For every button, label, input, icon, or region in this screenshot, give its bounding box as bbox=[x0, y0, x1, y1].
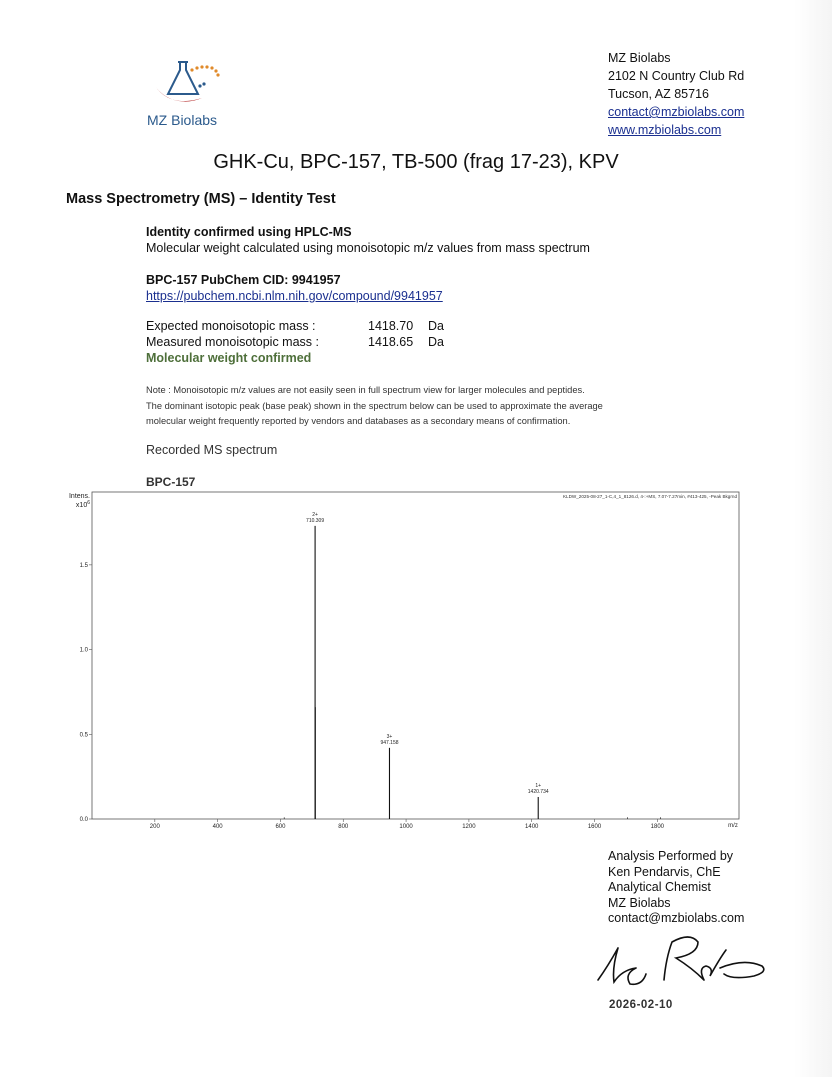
address-block bbox=[608, 49, 744, 139]
measured-mass-unit: Da bbox=[428, 335, 444, 349]
signoff-line: Ken Pendarvis, ChE bbox=[608, 864, 721, 879]
x-tick-label: 1000 bbox=[399, 824, 413, 830]
y-axis-label: Intens. bbox=[68, 493, 90, 500]
x-axis-label: m/z bbox=[728, 823, 738, 829]
contact-email-link[interactable]: contact@mzbiolabs.com bbox=[608, 105, 745, 119]
y-tick-label: 1.0 bbox=[79, 647, 88, 654]
compound-line: BPC-157 PubChem CID: 9941957 bbox=[146, 273, 341, 287]
signoff-block bbox=[608, 849, 744, 927]
expected-mass-value: 1418.70 bbox=[368, 319, 414, 333]
y-tick-label: 1.5 bbox=[79, 562, 88, 569]
pubchem-link[interactable]: https://pubchem.ncbi.nlm.nih.gov/compound/9941957 bbox=[146, 289, 443, 303]
identity-block bbox=[146, 224, 590, 304]
expected-mass-row bbox=[146, 318, 444, 334]
expected-mass-label: Expected monoisotopic mass : bbox=[146, 319, 316, 333]
peak-charge-label: 3+ bbox=[386, 733, 393, 740]
x-tick-label: 1800 bbox=[650, 824, 665, 830]
spectrum-label: BPC-157 bbox=[146, 475, 196, 489]
signoff-line: Analytical Chemist bbox=[608, 880, 711, 894]
x-tick-label: 1200 bbox=[462, 824, 476, 830]
address-line-company: MZ Biolabs bbox=[608, 51, 671, 65]
plot-frame bbox=[92, 492, 739, 819]
x-tick-label: 800 bbox=[338, 824, 349, 830]
x-tick-label: 400 bbox=[212, 824, 223, 830]
chart-header-text: KLDW_2025-08-27_1-C,4_1_8126.d, 4-:+MS, 7.07-7.27min, #413-425, -Peak Bkgrnd bbox=[562, 494, 737, 499]
note-block bbox=[146, 383, 706, 430]
section-title: Mass Spectrometry (MS) – Identity Test bbox=[66, 191, 336, 207]
x-tick-label: 1600 bbox=[587, 824, 602, 830]
website-link[interactable]: www.mzbiolabs.com bbox=[608, 123, 722, 137]
peak-mz-label: 710.309 bbox=[306, 517, 325, 524]
y-axis-exponent-base: x10 bbox=[75, 502, 88, 509]
note-line: The dominant isotopic peak (base peak) shown in the spectrum below can be used to approximate the average bbox=[146, 400, 603, 411]
confirmation-text: Molecular weight confirmed bbox=[146, 351, 312, 365]
mass-spectrum-chart bbox=[60, 486, 750, 832]
signoff-line: MZ Biolabs bbox=[608, 895, 671, 910]
signoff-line: contact@mzbiolabs.com bbox=[608, 911, 745, 925]
measured-mass-label: Measured monoisotopic mass : bbox=[146, 335, 319, 349]
address-line-city: Tucson, AZ 85716 bbox=[608, 87, 709, 101]
document-title: GHK-Cu, BPC-157, TB-500 (frag 17-23), KPV bbox=[213, 151, 619, 173]
measured-mass-row bbox=[146, 334, 444, 350]
measured-mass-value: 1418.65 bbox=[368, 335, 414, 349]
y-tick-label: 0.5 bbox=[79, 732, 88, 739]
note-line: molecular weight frequently reported by vendors and databases as a secondary means of confirmation. bbox=[146, 416, 571, 426]
signature-icon bbox=[594, 928, 774, 990]
mass-table bbox=[146, 318, 444, 366]
method-line: Molecular weight calculated using monoisotopic m/z values from mass spectrum bbox=[146, 241, 590, 255]
address-line-street: 2102 N Country Club Rd bbox=[608, 69, 745, 83]
y-axis-exponent-power: 6 bbox=[87, 500, 90, 506]
x-tick-label: 200 bbox=[149, 824, 160, 830]
peak-charge-label: 1+ bbox=[535, 782, 542, 789]
peak-mz-label: 947.158 bbox=[380, 739, 399, 746]
recorded-label: Recorded MS spectrum bbox=[146, 443, 278, 457]
peak-mz-label: 1420.734 bbox=[527, 788, 549, 795]
x-tick-label: 600 bbox=[275, 824, 286, 830]
y-axis-exponent bbox=[76, 500, 90, 509]
signoff-line: Analysis Performed by bbox=[608, 849, 734, 863]
y-tick-label: 0.0 bbox=[79, 817, 88, 823]
peak-charge-label: 2+ bbox=[312, 511, 318, 518]
expected-mass-unit: Da bbox=[428, 319, 444, 333]
note-line: Note : Monoisotopic m/z values are not easily seen in full spectrum view for larger molecules and peptides. bbox=[146, 385, 585, 395]
logo-text: MZ Biolabs bbox=[147, 112, 218, 128]
signoff-date: 2026-02-10 bbox=[609, 999, 673, 1011]
identity-line: Identity confirmed using HPLC-MS bbox=[146, 225, 352, 239]
x-tick-label: 1400 bbox=[525, 824, 539, 830]
